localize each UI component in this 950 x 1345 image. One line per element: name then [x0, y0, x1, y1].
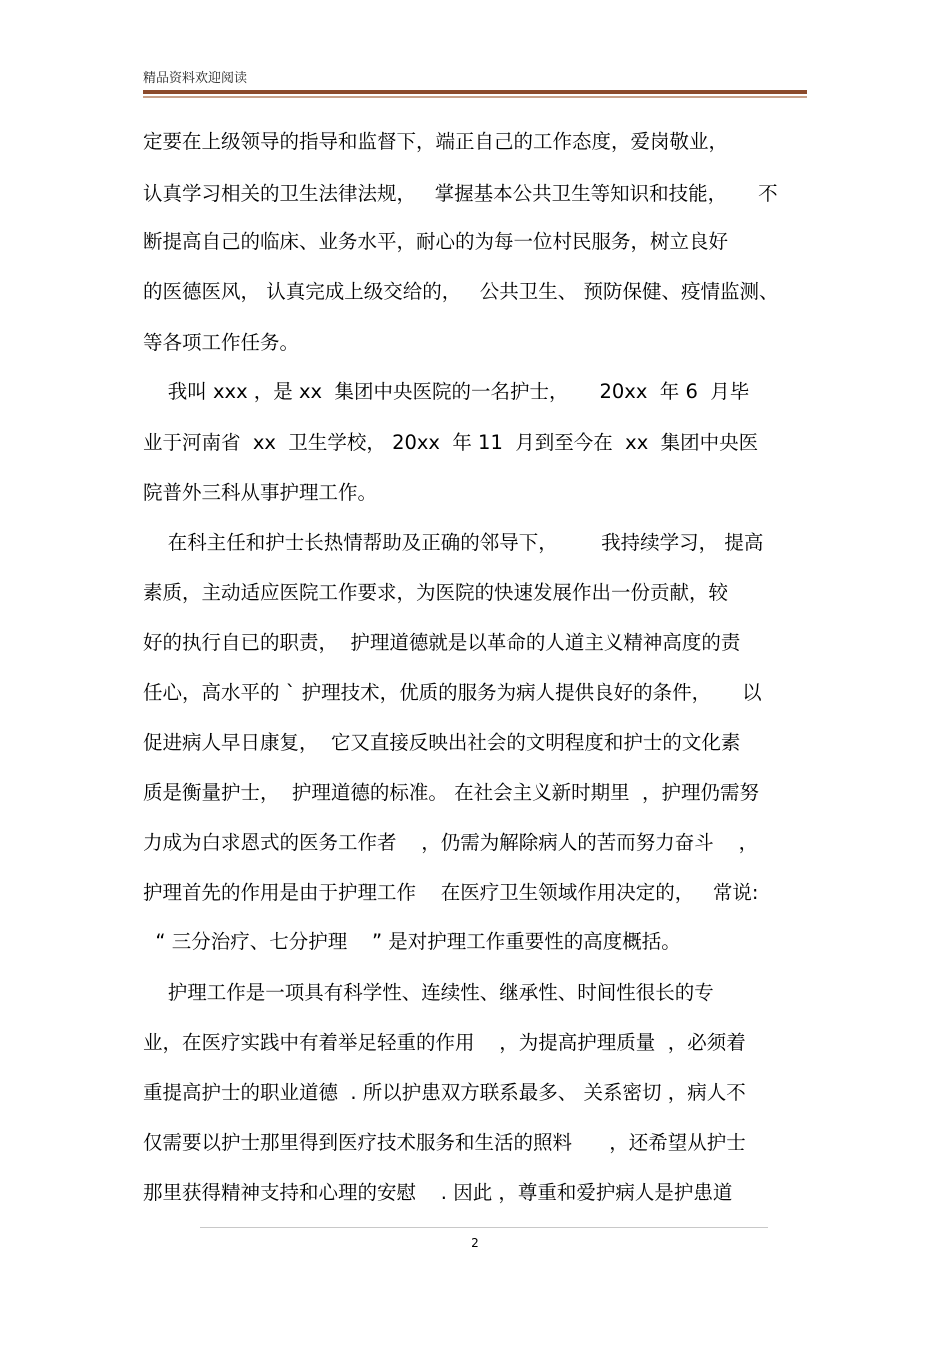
- body-line: 任心，高水平的 ` 护理技术，优质的服务为病人提供良好的条件， 以: [143, 681, 762, 704]
- body-line: 院普外三科从事护理工作。: [143, 481, 378, 504]
- body-line: 护理工作是一项具有科学性、连续性、继承性、时间性很长的专: [143, 981, 714, 1004]
- body-line: 好的执行自已的职责， 护理道德就是以革命的人道主义精神高度的责: [143, 631, 741, 654]
- body-line: 业，在医疗实践中有着举足轻重的作用 ，为提高护理质量 ，必须着: [143, 1031, 746, 1054]
- footer-rule: [200, 1227, 768, 1228]
- body-line: 的医德医风， 认真完成上级交给的， 公共卫生、 预防保健、疫情监测、: [143, 280, 779, 303]
- body-line: 定要在上级领导的指导和监督下，端正自己的工作态度，爱岗敬业，: [143, 130, 729, 153]
- header-rule-thin: [143, 96, 807, 98]
- body-line: 等各项工作任务。: [143, 331, 300, 354]
- header-rule-thick: [143, 90, 807, 94]
- body-line: 那里获得精神支持和心理的安慰 . 因此 ，尊重和爱护病人是护患道: [143, 1181, 733, 1204]
- body-line: 认真学习相关的卫生法律法规， 掌握基本公共卫生等知识和技能， 不: [143, 182, 778, 205]
- body-line: 促进病人早日康复， 它又直接反映出社会的文明程度和护士的文化素: [143, 731, 741, 754]
- page-header: 精品资料欢迎阅读: [143, 71, 248, 86]
- body-line: 素质，主动适应医院工作要求，为医院的快速发展作出一份贡献，较: [143, 581, 729, 604]
- body-line: 仅需要以护士那里得到医疗技术服务和生活的照料 ，还希望从护士: [143, 1131, 746, 1154]
- body-line: 质是衡量护士， 护理道德的标准。 在社会主义新时期里 ，护理仍需努: [143, 781, 759, 804]
- body-line: “ 三分治疗、七分护理 ” 是对护理工作重要性的高度概括。: [143, 930, 681, 953]
- body-line: 护理首先的作用是由于护理工作 在医疗卫生领域作用决定的， 常说:: [143, 881, 759, 904]
- body-line: 力成为白求恩式的医务工作者 ，仍需为解除病人的苦而努力奋斗 ，: [143, 831, 759, 854]
- body-line: 业于河南省 xx 卫生学校， 20xx 年 11 月到至今在 xx 集团中央医: [143, 431, 759, 454]
- page-number: 2: [471, 1236, 479, 1250]
- body-line: 在科主任和护士长热情帮助及正确的邻导下， 我持续学习， 提高: [143, 531, 764, 554]
- body-line: 断提高自己的临床、业务水平，耐心的为每一位村民服务，树立良好: [143, 230, 729, 253]
- body-line: 重提高护士的职业道德 . 所以护患双方联系最多、 关系密切 ，病人不: [143, 1081, 746, 1104]
- body-line: 我叫 xxx ，是 xx 集团中央医院的一名护士， 20xx 年 6 月毕: [143, 380, 750, 403]
